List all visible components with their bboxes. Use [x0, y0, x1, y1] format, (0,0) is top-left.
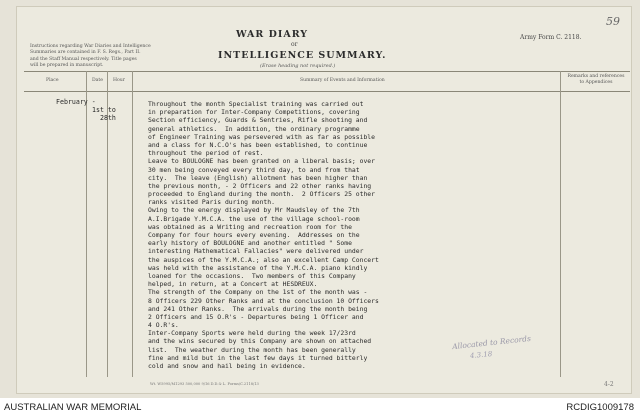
instruction-line: and the Staff Manual respectively. Title pages [30, 56, 137, 62]
summary-line: throughout the period of rest. [148, 149, 264, 158]
column-header-remarks: Remarks and references to Appendices [567, 74, 625, 85]
summary-line: Owing to the energy displayed by Mr Maudsley of the 7th [148, 206, 360, 215]
column-divider-hour [132, 71, 133, 377]
summary-line: Company for four hours every evening. Addresses on the [148, 231, 360, 239]
column-header-place: Place [46, 78, 59, 83]
summary-line: The strength of the Company on the 1st of the month was - [148, 288, 368, 297]
form-subtitle-note: (Erase heading not required.) [260, 63, 336, 69]
summary-line: proceeded to England during the month. 2 Officers 25 other [148, 190, 376, 199]
summary-line: city. The leave (English) allotment has been higher than [148, 173, 368, 182]
summary-line: ranks visited Paris during month. [148, 198, 275, 207]
summary-line: was obtained as a Writing and recreation room for the [148, 222, 352, 231]
instruction-line: Summaries are contained in F. S. Regs., Part II. [30, 50, 141, 56]
pencil-annotation: Allocated to Records [451, 333, 532, 352]
pencil-annotation-date: 4.3.18 [469, 350, 493, 360]
footer-record-id: RCDIG1009178 [566, 402, 634, 413]
summary-line: the auspices of the Y.M.C.A.; also an excellent Camp Concert [148, 255, 379, 264]
column-divider-place [86, 71, 87, 377]
summary-line: 30 men being conveyed every third day, to and from that [148, 165, 360, 174]
summary-line: was held with the assistance of the Y.M.C.A. piano kindly [148, 263, 368, 272]
summary-line: general athletics. In addition, the ordinary programme [148, 124, 360, 133]
summary-line: Section efficiency, Guards & Sentries, Rifle shooting and [148, 116, 368, 125]
entry-date-line: 1st to [92, 106, 116, 114]
entry-date-line: February - [56, 98, 96, 106]
summary-line: Throughout the month Specialist training was carried out [148, 100, 364, 108]
summary-line: early history of BOULOGNE and another entitled " Some [148, 239, 352, 248]
summary-line: loaned for the occasions. Two members of this Company [148, 271, 356, 280]
summary-line: list. The weather during the month has been generally [148, 345, 356, 354]
page-number: 4-2 [604, 381, 614, 388]
summary-line: 4 O.R's. [148, 321, 179, 330]
summary-line: Inter-Company Sports were held during the week 17/23rd [148, 329, 356, 338]
summary-line: of Engineer Training was persevered with as far as possible [148, 132, 376, 141]
column-header-summary: Summary of Events and Information [300, 78, 385, 83]
summary-line: interesting Mathematical Fallacies" were delivered under [148, 247, 364, 256]
summary-line: and the wins secured by this Company are shown on attached [148, 337, 372, 346]
summary-line: and a class for N.C.O's has been established, to continue [148, 140, 368, 149]
form-title-or: or [291, 41, 298, 48]
summary-line: the previous month, - 2 Officers and 22 other ranks having [148, 181, 372, 190]
summary-line: 2 Officers and 15 O.R's - Departures being 1 Officer and [148, 312, 364, 321]
form-title: WAR DIARY [236, 29, 309, 40]
army-form-number: Army Form C. 2118. [520, 34, 582, 41]
summary-line: A.I.Brigade Y.M.C.A. the use of the village school-room [148, 214, 360, 223]
summary-line: fine and mild but in the last few days it turned bitterly [148, 353, 368, 362]
footer-institution: AUSTRALIAN WAR MEMORIAL [4, 402, 142, 413]
column-header-hour: Hour [113, 78, 125, 83]
table-top-rule [24, 71, 630, 72]
summary-line: 8 Officers 229 Other Ranks and at the conclusion 10 Officers [148, 296, 379, 305]
summary-line: Leave to BOULOGNE has been granted on a liberal basis; over [148, 157, 376, 166]
column-header-date: Date [92, 78, 103, 83]
entry-date-line: 28th [100, 114, 116, 122]
summary-line: cold and snow and hail being in evidence. [148, 362, 306, 370]
printer-imprint: Wt. W5995/M1293 500,000 9/16 D.D.& L. Forms/C.2118/13 [150, 382, 259, 386]
folio-number: 59 [606, 15, 620, 28]
summary-line: and 241 Other Ranks. The arrivals during the month being [148, 304, 368, 313]
table-header-rule [24, 91, 630, 92]
column-divider-summary [560, 71, 561, 377]
summary-text [148, 100, 379, 370]
summary-line: helped, in return, at a Concert at HESDREUX. [148, 280, 318, 289]
summary-line: in preparation for Inter-Company Competitions, covering [148, 108, 360, 117]
form-subtitle: INTELLIGENCE SUMMARY. [218, 50, 387, 61]
instructions-block [30, 44, 151, 70]
instruction-line: Instructions regarding War Diaries and Intelligence [30, 44, 151, 49]
instruction-line: will be prepared in manuscript. [30, 63, 104, 69]
